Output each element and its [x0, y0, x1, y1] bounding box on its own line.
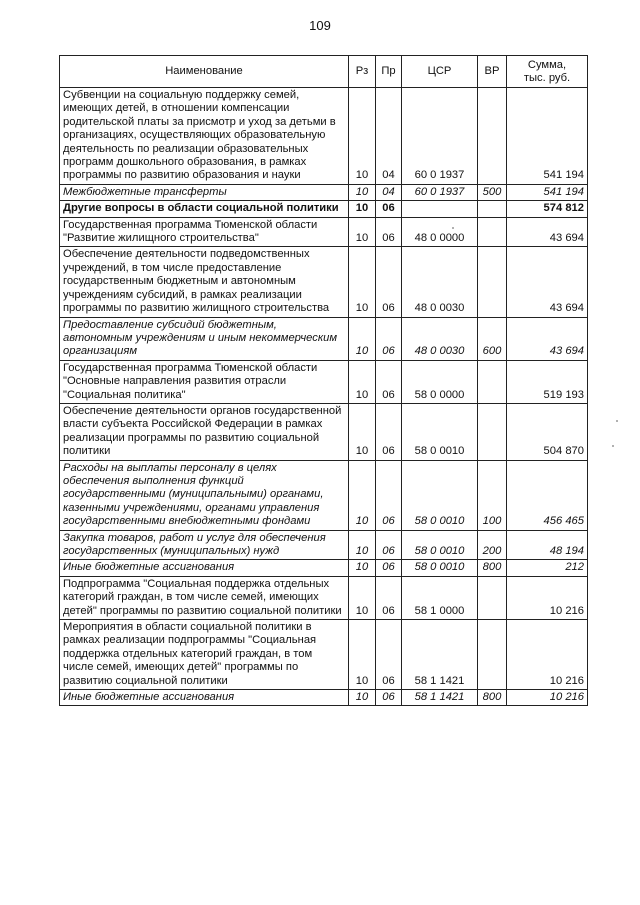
table-row: [60, 560, 588, 576]
cell-csr: 58 1 0000: [402, 576, 478, 619]
cell-sum: 574 812: [507, 201, 588, 217]
cell-rz: 10: [349, 360, 376, 403]
cell-vr: [478, 620, 507, 690]
cell-csr: 60 0 1937: [402, 88, 478, 185]
cell-csr: 58 0 0000: [402, 360, 478, 403]
cell-name: Закупка товаров, работ и услуг для обеспечения государственных (муниципальных) нужд: [60, 530, 349, 560]
cell-rz: 10: [349, 184, 376, 200]
cell-name: Обеспечение деятельности органов государственной власти субъекта Российской Федерации в рамках реализации программы по развитию социальной политики: [60, 403, 349, 460]
cell-pr: 06: [376, 460, 402, 530]
cell-rz: 10: [349, 247, 376, 317]
cell-rz: 10: [349, 690, 376, 706]
table-row: [60, 530, 588, 560]
cell-sum: 10 216: [507, 620, 588, 690]
cell-rz: 10: [349, 460, 376, 530]
cell-rz: 10: [349, 620, 376, 690]
cell-sum: 212: [507, 560, 588, 576]
cell-vr: [478, 247, 507, 317]
scan-speck: [452, 227, 454, 229]
cell-sum: 10 216: [507, 690, 588, 706]
cell-name: Другие вопросы в области социальной политики: [60, 201, 349, 217]
cell-pr: 06: [376, 201, 402, 217]
cell-csr: 58 1 1421: [402, 620, 478, 690]
header-vr: ВР: [478, 56, 507, 88]
cell-vr: [478, 403, 507, 460]
cell-rz: 10: [349, 317, 376, 360]
table-row: [60, 690, 588, 706]
cell-name: Межбюджетные трансферты: [60, 184, 349, 200]
cell-pr: 06: [376, 403, 402, 460]
cell-csr: 58 0 0010: [402, 560, 478, 576]
cell-csr: 58 0 0010: [402, 403, 478, 460]
cell-rz: 10: [349, 530, 376, 560]
cell-name: Мероприятия в области социальной политики в рамках реализации подпрограммы "Социальная поддержка отдельных категорий граждан, в том числе семей, имеющих детей" программы по развитию социальной политики: [60, 620, 349, 690]
cell-vr: 200: [478, 530, 507, 560]
page-number: 109: [309, 18, 331, 33]
cell-sum: 541 194: [507, 88, 588, 185]
cell-pr: 06: [376, 690, 402, 706]
cell-vr: [478, 576, 507, 619]
cell-pr: 06: [376, 360, 402, 403]
cell-pr: 06: [376, 560, 402, 576]
cell-rz: 10: [349, 88, 376, 185]
table-row: [60, 620, 588, 690]
cell-pr: 06: [376, 217, 402, 247]
cell-name: Государственная программа Тюменской области "Развитие жилищного строительства": [60, 217, 349, 247]
cell-csr: [402, 201, 478, 217]
header-sum-line1: Сумма,: [527, 59, 567, 71]
cell-rz: 10: [349, 201, 376, 217]
cell-csr: 60 0 1937: [402, 184, 478, 200]
table-row: [60, 317, 588, 360]
cell-csr: 58 0 0010: [402, 460, 478, 530]
cell-csr: 48 0 0000: [402, 217, 478, 247]
cell-csr: 48 0 0030: [402, 317, 478, 360]
cell-rz: 10: [349, 576, 376, 619]
header-name: Наименование: [60, 56, 349, 88]
cell-name: Расходы на выплаты персоналу в целях обеспечения выполнения функций государственными (муниципальными) органами, казенными учреждениями, органами управления государственными внебюджетными фондами: [60, 460, 349, 530]
budget-table: [59, 55, 588, 706]
header-row: [60, 56, 588, 88]
cell-pr: 06: [376, 247, 402, 317]
cell-sum: 43 694: [507, 247, 588, 317]
cell-sum: 43 694: [507, 317, 588, 360]
table-header: [60, 56, 588, 88]
cell-vr: [478, 201, 507, 217]
header-pr: Пр: [376, 56, 402, 88]
header-sum-line2: тыс. руб.: [523, 71, 571, 84]
cell-vr: [478, 217, 507, 247]
cell-csr: 48 0 0030: [402, 247, 478, 317]
cell-csr: 58 1 1421: [402, 690, 478, 706]
scan-speck: [612, 445, 614, 447]
cell-name: Государственная программа Тюменской области "Основные направления развития отрасли "Социальная политика": [60, 360, 349, 403]
table-row: [60, 184, 588, 200]
cell-pr: 04: [376, 88, 402, 185]
header-rz: Рз: [349, 56, 376, 88]
cell-sum: 48 194: [507, 530, 588, 560]
cell-csr: 58 0 0010: [402, 530, 478, 560]
cell-rz: 10: [349, 217, 376, 247]
cell-vr: [478, 88, 507, 185]
cell-name: Подпрограмма "Социальная поддержка отдельных категорий граждан, в том числе семей, имеющих детей" программы по развитию социальной политики: [60, 576, 349, 619]
cell-vr: 800: [478, 690, 507, 706]
table-body: [60, 88, 588, 706]
header-sum: [507, 56, 588, 88]
cell-rz: 10: [349, 560, 376, 576]
cell-vr: 100: [478, 460, 507, 530]
cell-sum: 541 194: [507, 184, 588, 200]
cell-sum: 10 216: [507, 576, 588, 619]
cell-pr: 06: [376, 530, 402, 560]
table-row: [60, 88, 588, 185]
cell-sum: 456 465: [507, 460, 588, 530]
table-row: [60, 217, 588, 247]
table-row: [60, 360, 588, 403]
cell-rz: 10: [349, 403, 376, 460]
cell-pr: 04: [376, 184, 402, 200]
scan-speck: [616, 420, 618, 422]
cell-name: Иные бюджетные ассигнования: [60, 560, 349, 576]
table-row: [60, 403, 588, 460]
cell-pr: 06: [376, 576, 402, 619]
cell-sum: 43 694: [507, 217, 588, 247]
header-csr: ЦСР: [402, 56, 478, 88]
cell-pr: 06: [376, 620, 402, 690]
cell-name: Субвенции на социальную поддержку семей, имеющих детей, в отношении компенсации родительской платы за присмотр и уход за детьми в организациях, осуществляющих образовательную деятельность по реализации образовательных программ дошкольного образования, в рамках программы по развитию образования и науки: [60, 88, 349, 185]
table-row: [60, 201, 588, 217]
cell-pr: 06: [376, 317, 402, 360]
cell-name: Иные бюджетные ассигнования: [60, 690, 349, 706]
cell-vr: 600: [478, 317, 507, 360]
table-row: [60, 247, 588, 317]
table-row: [60, 460, 588, 530]
table-row: [60, 576, 588, 619]
cell-name: Обеспечение деятельности подведомственных учреждений, в том числе предоставление государственным бюджетным и автономным учреждениям субсидий, в рамках реализации программы по развитию жилищного строительства: [60, 247, 349, 317]
cell-name: Предоставление субсидий бюджетным, автономным учреждениям и иным некоммерческим организациям: [60, 317, 349, 360]
cell-vr: 500: [478, 184, 507, 200]
cell-sum: 519 193: [507, 360, 588, 403]
cell-vr: 800: [478, 560, 507, 576]
cell-sum: 504 870: [507, 403, 588, 460]
cell-vr: [478, 360, 507, 403]
